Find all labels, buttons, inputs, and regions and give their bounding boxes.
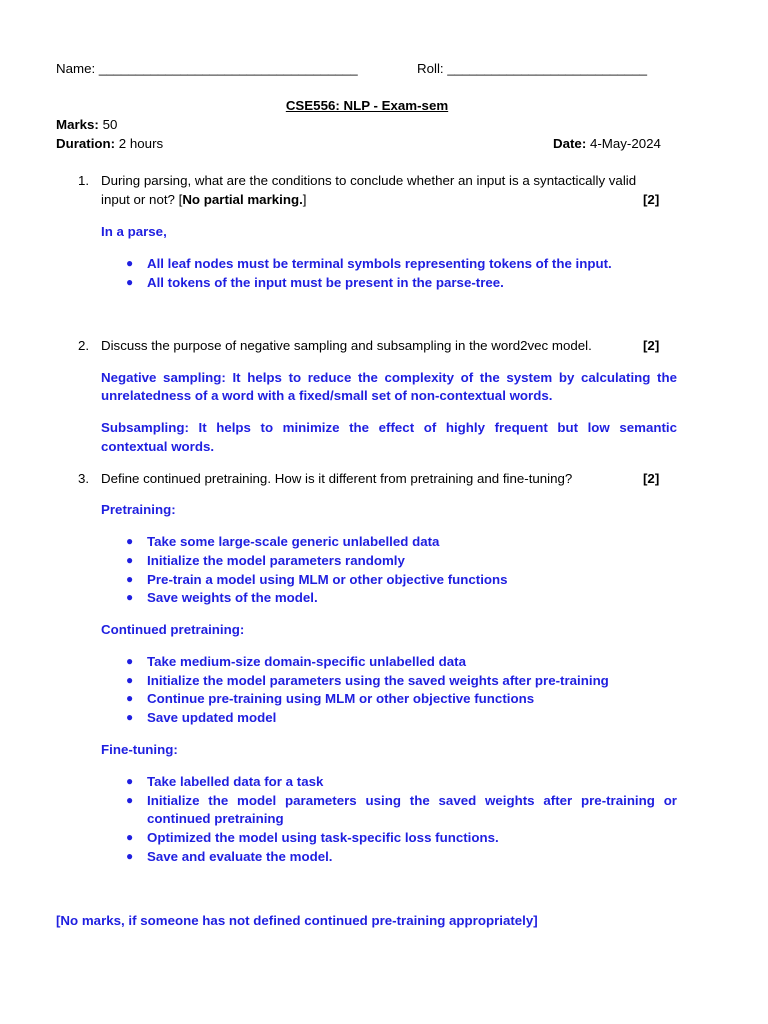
pretraining-bullet-3: Pre-train a model using MLM or other objective functions — [147, 572, 508, 587]
q2-text: Discuss the purpose of negative sampling and subsampling in the word2vec model. — [101, 338, 592, 353]
q1-bullet-2-dot: ● — [126, 275, 134, 289]
marks-label: Marks: — [56, 117, 99, 132]
continued-bullet-2-dot: ● — [126, 673, 134, 687]
pretraining-bullet-1: Take some large-scale generic unlabelled data — [147, 534, 440, 549]
name-field — [56, 61, 358, 77]
q2-subsampling-line2: contextual words. — [101, 439, 215, 454]
q2-subsampling-line1: Subsampling: It helps to minimize the effect of highly frequent but low semantic — [101, 420, 677, 435]
exam-title: CSE556: NLP - Exam-sem — [285, 98, 449, 113]
continued-pretraining-heading: Continued pretraining: — [101, 622, 245, 637]
q1-answer-intro: In a parse, — [101, 224, 167, 239]
continued-bullet-3-dot: ● — [126, 691, 134, 705]
finetuning-bullet-2-dot: ● — [126, 793, 134, 807]
pretraining-bullet-2: Initialize the model parameters randomly — [147, 553, 405, 568]
q1-no-partial: No partial marking. — [182, 192, 303, 207]
duration-label: Duration: — [56, 136, 116, 151]
roll-blank-line: ___________________________ — [447, 61, 647, 76]
q2-marks: [2] — [643, 338, 660, 353]
name-blank-line: ___________________________________ — [98, 61, 358, 76]
date-value: 4-May-2024 — [586, 136, 661, 151]
q1-text-line1: During parsing, what are the conditions to conclude whether an input is a syntactically valid — [101, 173, 637, 188]
date-label: Date: — [553, 136, 587, 151]
q1-bullet-2: All tokens of the input must be present in the parse-tree. — [147, 275, 504, 290]
roll-label: Roll: — [417, 61, 444, 76]
finetuning-bullet-2-cont: continued pretraining — [147, 811, 284, 826]
q3-number: 3. — [78, 471, 90, 486]
q3-text: Define continued pretraining. How is it different from pretraining and fine-tuning? — [101, 471, 573, 486]
pretraining-bullet-4: Save weights of the model. — [147, 590, 318, 605]
q1-number: 1. — [78, 173, 90, 188]
continued-bullet-1: Take medium-size domain-specific unlabelled data — [147, 654, 466, 669]
marks-line — [56, 117, 117, 133]
fine-tuning-heading: Fine-tuning: — [101, 742, 178, 757]
date-line — [553, 136, 661, 152]
continued-bullet-2: Initialize the model parameters using the saved weights after pre-training — [147, 673, 609, 688]
q3-marks: [2] — [643, 471, 660, 486]
finetuning-bullet-4-dot: ● — [126, 849, 134, 863]
pretraining-bullet-4-dot: ● — [126, 590, 134, 604]
marks-value: 50 — [98, 117, 118, 132]
finetuning-bullet-4: Save and evaluate the model. — [147, 849, 333, 864]
pretraining-bullet-3-dot: ● — [126, 572, 134, 586]
q2-number: 2. — [78, 338, 90, 353]
duration-value: 2 hours — [115, 136, 164, 151]
q1-marks: [2] — [643, 192, 660, 207]
footer-note: [No marks, if someone has not defined continued pre-training appropriately] — [56, 913, 538, 928]
finetuning-bullet-1: Take labelled data for a task — [147, 774, 324, 789]
continued-bullet-4: Save updated model — [147, 710, 277, 725]
q1-bullet-1: All leaf nodes must be terminal symbols representing tokens of the input. — [147, 256, 612, 271]
q1-text-line2-pre: input or not? [ — [101, 192, 183, 207]
q1-text-line2-post: ] — [302, 192, 307, 207]
name-label: Name: — [56, 61, 96, 76]
finetuning-bullet-3-dot: ● — [126, 830, 134, 844]
pretraining-heading: Pretraining: — [101, 502, 176, 517]
q2-negative-sampling-line1: Negative sampling: It helps to reduce the complexity of the system by calculating the — [101, 370, 677, 385]
continued-bullet-3: Continue pre-training using MLM or other objective functions — [147, 691, 535, 706]
q2-negative-sampling-line2: unrelatedness of a word with a fixed/small set of non-contextual words. — [101, 388, 553, 403]
pretraining-bullet-1-dot: ● — [126, 534, 134, 548]
continued-bullet-4-dot: ● — [126, 710, 134, 724]
pretraining-bullet-2-dot: ● — [126, 553, 134, 567]
finetuning-bullet-1-dot: ● — [126, 774, 134, 788]
q1-text-line2 — [101, 192, 306, 208]
q1-bullet-1-dot: ● — [126, 256, 134, 270]
finetuning-bullet-2: Initialize the model parameters using the saved weights after pre-training or — [147, 793, 677, 808]
duration-line — [56, 136, 163, 152]
continued-bullet-1-dot: ● — [126, 654, 134, 668]
finetuning-bullet-3: Optimized the model using task-specific loss functions. — [147, 830, 499, 845]
roll-field — [417, 61, 647, 77]
